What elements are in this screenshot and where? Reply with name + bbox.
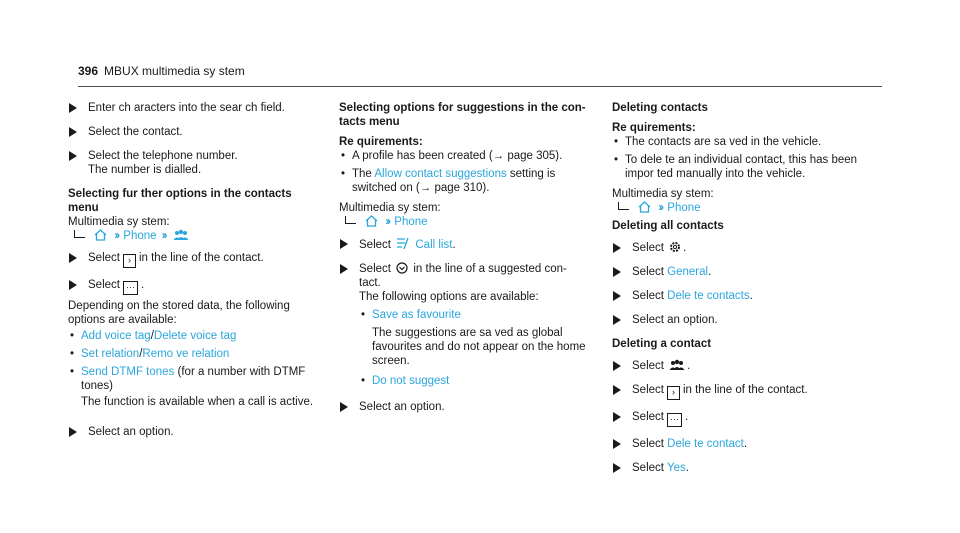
column-1 — [68, 101, 318, 449]
nav-path — [612, 201, 882, 215]
home-icon — [638, 201, 651, 213]
step-arrow-icon — [69, 151, 77, 161]
step-select-chevron: Select › in the line of the contact. — [612, 383, 882, 400]
option-dtmf: • Send DTMF tones (for a number with DTMF tones) — [68, 365, 318, 393]
double-chevron-icon: ›› — [161, 230, 166, 242]
allow-contact-suggestions-link[interactable]: Allow contact suggestions — [374, 168, 507, 180]
step-select-suggestion: Select in the line of a suggested con‐ tact. The following options are available: — [339, 262, 599, 304]
step-select-option: Select an option. — [68, 425, 318, 439]
option-voice-tag: • Add voice tag/Delete voice tag — [68, 329, 318, 343]
phone-link[interactable]: Phone — [667, 202, 701, 214]
step-arrow-icon — [340, 239, 348, 249]
requirement-profile: • A profile has been created (→ page 305). — [339, 149, 599, 163]
step-select-contacts: Select . — [612, 359, 882, 373]
step-select-number: Select the telephone number. The number is dialled. — [68, 149, 318, 177]
requirement-saved: • The contacts are sa ved in the vehicle. — [612, 135, 882, 149]
requirements-label: Re quirements: — [339, 136, 423, 148]
double-chevron-icon: ›› — [114, 230, 119, 242]
step-arrow-icon — [613, 291, 621, 301]
ellipsis-box-icon[interactable]: ··· — [667, 413, 682, 427]
page-title: MBUX multimedia sy stem — [104, 64, 245, 78]
double-chevron-icon: ›› — [385, 216, 390, 228]
step-select-ellipsis: Select ··· . — [68, 278, 318, 295]
multimedia-label: Multimedia sy stem: — [68, 216, 170, 228]
do-not-suggest-link[interactable]: Do not suggest — [372, 375, 450, 387]
multimedia-label: Multimedia sy stem: — [612, 188, 714, 200]
step-arrow-icon — [69, 253, 77, 263]
step-arrow-icon — [69, 427, 77, 437]
step-select-option: Select an option. — [612, 313, 882, 327]
step-arrow-icon — [613, 267, 621, 277]
options-intro: Depending on the stored data, the following options are available: — [68, 300, 290, 326]
send-dtmf-link[interactable]: Send DTMF tones — [81, 366, 175, 378]
subheading-delete-one: Deleting a contact — [612, 338, 712, 350]
return-arrow-icon — [74, 230, 85, 238]
chevron-right-box-icon[interactable]: › — [123, 254, 136, 268]
phone-link[interactable]: Phone — [394, 216, 428, 228]
call-list-link[interactable]: Call list — [415, 239, 453, 251]
page-header — [78, 64, 245, 78]
step-select-delete-contact: Select Dele te contact. — [612, 437, 882, 451]
step-arrow-icon — [69, 127, 77, 137]
step-arrow-icon — [613, 385, 621, 395]
step-select-general: Select General. — [612, 265, 882, 279]
yes-link[interactable]: Yes — [666, 462, 686, 474]
return-arrow-icon — [618, 202, 629, 210]
step-enter-characters: Enter ch aracters into the sear ch field. — [68, 101, 318, 115]
section-heading: Deleting contacts — [612, 102, 708, 114]
save-as-favourite-link[interactable]: Save as favourite — [372, 309, 461, 321]
step-select-delete-contacts: Select Dele te contacts. — [612, 289, 882, 303]
subheading-delete-all: Deleting all contacts — [612, 220, 724, 232]
function-note: The function is available when a call is active. — [81, 396, 314, 408]
step-arrow-icon — [69, 280, 77, 290]
step-arrow-icon — [613, 439, 621, 449]
step-select-chevron: Select › in the line of the contact. — [68, 251, 318, 268]
nav-path — [68, 229, 318, 243]
step-select-settings: Select . — [612, 241, 882, 255]
set-relation-link[interactable]: Set relation — [81, 348, 140, 360]
step-arrow-icon — [613, 412, 621, 422]
general-link[interactable]: General — [667, 266, 709, 278]
step-select-option: Select an option. — [339, 400, 599, 414]
option-save-favourite — [359, 308, 599, 322]
return-arrow-icon — [345, 216, 356, 224]
step-arrow-icon — [340, 264, 348, 274]
delete-contact-link[interactable]: Dele te contact — [667, 438, 744, 450]
suggestion-icon[interactable] — [396, 262, 408, 274]
step-arrow-icon — [613, 361, 621, 371]
multimedia-label: Multimedia sy stem: — [339, 202, 441, 214]
remove-relation-link[interactable]: Remo ve relation — [142, 348, 230, 360]
delete-voice-tag-link[interactable]: Delete voice tag — [153, 330, 237, 342]
ellipsis-box-icon[interactable]: ··· — [123, 281, 138, 295]
option-relation: • Set relation/Remo ve relation — [68, 347, 318, 361]
step-arrow-icon — [613, 463, 621, 473]
home-icon — [94, 229, 107, 241]
column-3 — [612, 101, 882, 485]
step-arrow-icon — [613, 315, 621, 325]
requirements-label: Re quirements: — [612, 122, 696, 134]
step-arrow-icon — [69, 103, 77, 113]
requirement-setting: • The Allow contact suggestions setting is switched on (→ page 310). — [339, 167, 599, 195]
contacts-icon[interactable] — [173, 229, 189, 241]
favourite-note: The suggestions are sa ved as global favourites and do not appear on the home screen. — [372, 327, 586, 367]
step-select-yes: Select Yes. — [612, 461, 882, 475]
option-do-not-suggest — [359, 374, 599, 388]
header-divider — [78, 86, 882, 87]
add-voice-tag-link[interactable]: Add voice tag — [81, 330, 151, 342]
section-heading: Selecting fur ther options in the contacts menu — [68, 188, 292, 214]
page-number: 396 — [78, 64, 99, 78]
home-icon — [365, 215, 378, 227]
nav-path — [339, 215, 599, 229]
step-select-call-list: Select Call list. — [339, 237, 599, 252]
delete-contacts-link[interactable]: Dele te contacts — [667, 290, 750, 302]
double-chevron-icon: ›› — [658, 202, 663, 214]
section-heading: Selecting options for suggestions in the con‐ tacts menu — [339, 102, 586, 128]
step-select-contact: Select the contact. — [68, 125, 318, 139]
settings-gear-icon[interactable] — [669, 241, 681, 253]
step-select-ellipsis: Select ··· . — [612, 410, 882, 427]
contacts-icon[interactable] — [669, 359, 685, 371]
chevron-right-box-icon[interactable]: › — [667, 386, 680, 400]
call-list-icon[interactable] — [396, 237, 410, 250]
phone-link[interactable]: Phone — [123, 230, 157, 242]
step-arrow-icon — [340, 402, 348, 412]
step-arrow-icon — [613, 243, 621, 253]
column-2 — [339, 101, 599, 424]
requirement-imported: • To dele te an individual contact, this has been impor ted manually into the vehicle. — [612, 153, 882, 181]
